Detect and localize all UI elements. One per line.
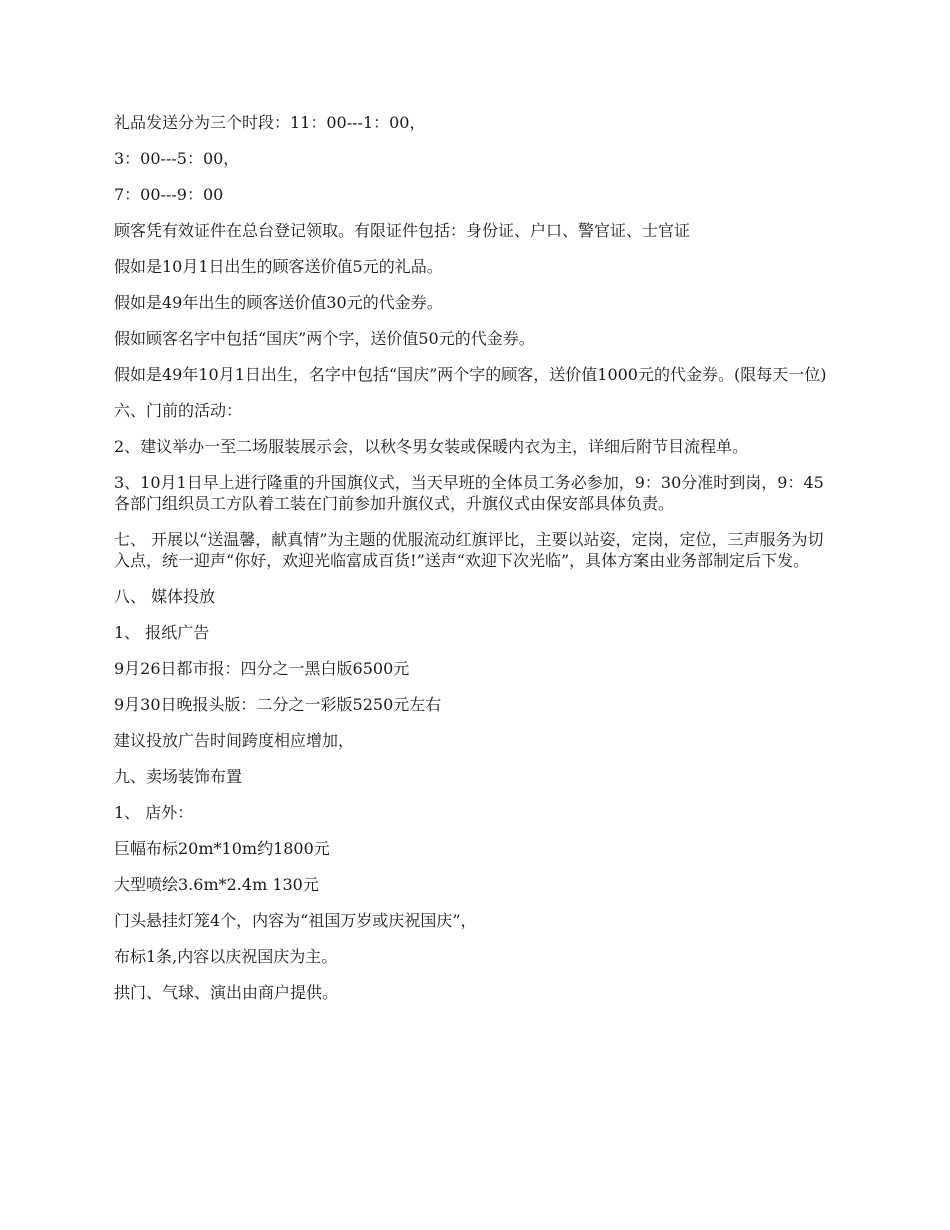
paragraph-banner-one: 布标1条,内容以庆祝国庆为主。 (114, 947, 338, 966)
heading-section-eight: 八、 媒体投放 (114, 587, 216, 606)
heading-outside-store: 1、 店外： (114, 803, 194, 822)
paragraph-section-seven: 七、 开展以“送温馨，献真情”为主题的优服流动红旗评比，主要以站姿，定岗，定位，三声服务为切入点，统一迎声“你好，欢迎光临富成百货!”送声“欢迎下次光临”，具体方案由业务部制定后下发。 (114, 530, 824, 570)
paragraph-ad-suggestion: 建议投放广告时间跨度相应增加， (114, 731, 355, 750)
heading-section-nine: 九、卖场装饰布置 (114, 767, 243, 786)
paragraph-ad-sep26: 9月26日都市报：四分之一黑白版6500元 (114, 659, 410, 678)
paragraph-giant-banner: 巨幅布标20m*10m约1800元 (114, 839, 330, 858)
paragraph-time-slot-2: 3：00---5：00， (114, 149, 240, 168)
paragraph-fashion-show: 2、建议举办一至二场服装展示会，以秋冬男女装或保暖内衣为主，详细后附节目流程单。 (114, 437, 749, 456)
document-body (114, 112, 839, 1018)
paragraph-guoqing-name: 假如顾客名字中包括“国庆”两个字，送价值50元的代金券。 (114, 329, 535, 348)
paragraph-lanterns: 门头悬挂灯笼4个，内容为“祖国万岁或庆祝国庆”， (114, 911, 477, 930)
heading-section-six: 六、门前的活动： (114, 401, 243, 420)
paragraph-large-print: 大型喷绘3.6m*2.4m 130元 (114, 875, 319, 894)
paragraph-valid-id: 顾客凭有效证件在总台登记领取。有限证件包括：身份证、户口、警官证、士官证 (114, 221, 691, 240)
paragraph-gift-time-slots: 礼品发送分为三个时段：11：00---1：00， (114, 113, 426, 132)
paragraph-1949-birth: 假如是49年出生的顾客送价值30元的代金券。 (114, 293, 443, 312)
paragraph-arch-balloons: 拱门、气球、演出由商户提供。 (114, 983, 339, 1002)
paragraph-ad-sep30: 9月30日晚报头版：二分之一彩版5250元左右 (114, 695, 442, 714)
paragraph-oct1-birthday: 假如是10月1日出生的顾客送价值5元的礼品。 (114, 257, 443, 276)
paragraph-time-slot-3: 7：00---9：00 (114, 185, 224, 204)
paragraph-flag-ceremony: 3、10月1日早上进行隆重的升国旗仪式，当天早班的全体员工务必参加，9：30分准时到岗，9：45各部门组织员工方队着工装在门前参加升旗仪式，升旗仪式由保安部具体负责。 (114, 473, 824, 513)
heading-newspaper-ads: 1、 报纸广告 (114, 623, 210, 642)
paragraph-special-voucher: 假如是49年10月1日出生，名字中包括“国庆”两个字的顾客，送价值1000元的代金券。(限每天一位) (114, 365, 827, 384)
